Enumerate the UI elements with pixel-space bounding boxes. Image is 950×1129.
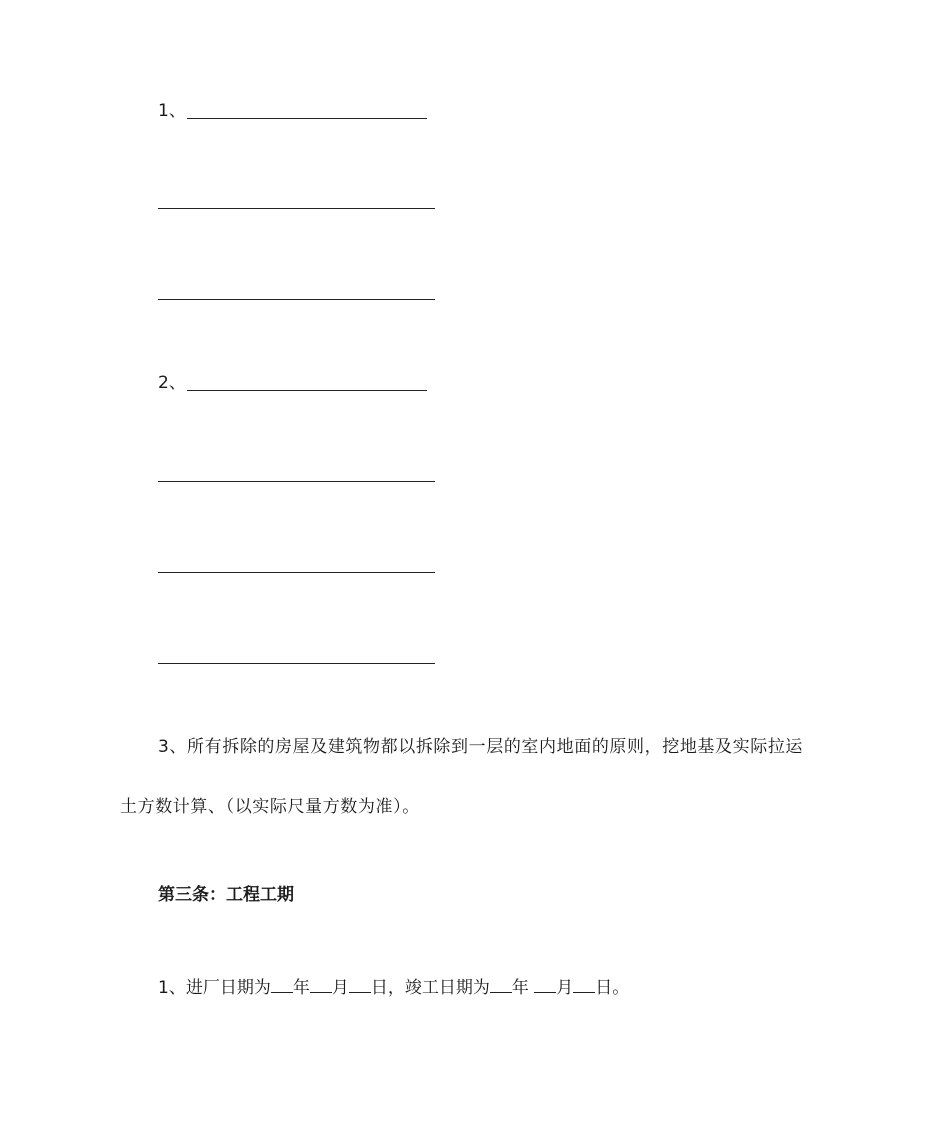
- entry-day-blank[interactable]: [349, 974, 371, 993]
- item-2-fill-line-2[interactable]: [158, 481, 435, 482]
- completion-year-blank[interactable]: [490, 974, 512, 993]
- item-1-fill-line-3[interactable]: [158, 299, 435, 300]
- completion-day-label: 日。: [595, 978, 630, 998]
- item-2-label: 2、: [158, 373, 186, 393]
- completion-year-label: 年: [511, 978, 535, 998]
- article-3-heading: 第三条：工程工期: [158, 885, 294, 905]
- entry-day-label: 日，竣工日期为: [370, 978, 490, 998]
- item-3-paragraph-line-1: 3、所有拆除的房屋及建筑物都以拆除到一层的室内地面的原则，挖地基及实际拉运: [158, 737, 804, 757]
- entry-year-blank[interactable]: [271, 974, 293, 993]
- entry-month-label: 月: [331, 978, 349, 998]
- item-3-paragraph-line-2: 土方数计算、（以实际尺量方数为准）。: [120, 797, 420, 817]
- completion-month-label: 月: [556, 978, 574, 998]
- schedule-lead: 1、进厂日期为: [158, 978, 271, 998]
- item-2-fill-line-3[interactable]: [158, 572, 435, 573]
- item-1-label: 1、: [158, 101, 186, 121]
- entry-month-blank[interactable]: [310, 974, 332, 993]
- item-1-fill-line[interactable]: [187, 118, 427, 119]
- completion-day-blank[interactable]: [573, 974, 595, 993]
- item-2-fill-line-4[interactable]: [158, 663, 435, 664]
- item-1-fill-line-2[interactable]: [158, 208, 435, 209]
- completion-month-blank[interactable]: [534, 974, 556, 993]
- entry-year-label: 年: [292, 978, 310, 998]
- item-2-fill-line[interactable]: [187, 390, 427, 391]
- schedule-line: [158, 974, 629, 1000]
